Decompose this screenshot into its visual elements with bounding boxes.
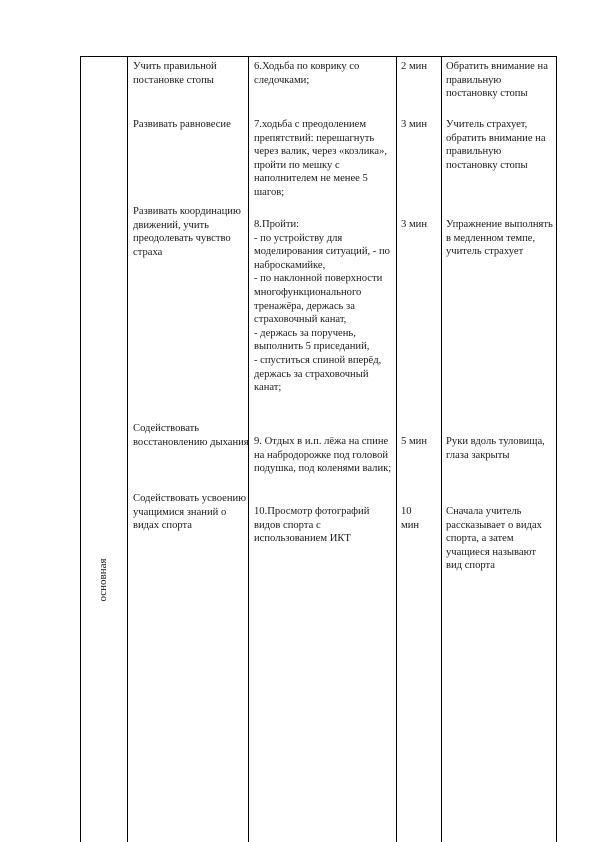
row-goal: Развивать координацию движений, учить преодолевать чувство страха (133, 206, 241, 258)
table-top-border (80, 56, 557, 57)
row-note: Обратить внимание на правильную постановку стопы (446, 61, 548, 100)
section-label-text: основная (97, 558, 109, 602)
row-exercise: 10.Просмотр фотографий видов спорта с использованием ИКТ (254, 506, 370, 545)
row-exercise: 7.ходьба с преодолением препятствий: перешагнуть через валик, через «козлика», пройти по мешку с наполнителем не менее 5 шагов; (254, 119, 388, 198)
row-goal: Содействовать усвоению учащимися знаний о видах спорта (133, 493, 247, 532)
row-goal: Развивать равновесие (133, 119, 231, 130)
row-exercise: 9. Отдых в и.п. лёжа на спине на набродорожке под головой подушка, под коленями валик; (254, 436, 392, 475)
row-time: 2 мин (401, 61, 427, 72)
row-goal: Учить правильной постановке стопы (133, 61, 217, 86)
row-note: Учитель страхует, обратить внимание на правильную постановку стопы (446, 119, 546, 171)
row-note: Упражнение выполнять в медленном темпе, учитель страхует (446, 219, 553, 258)
row-time: 3 мин (401, 119, 427, 130)
table-border-col1 (127, 56, 128, 842)
table-border-right (556, 56, 557, 842)
row-note: Руки вдоль туловища, глаза закрыты (446, 436, 545, 461)
row-goal: Содействовать восстановлению дыхания (133, 423, 249, 448)
row-time: 3 мин (401, 219, 427, 230)
table-border-col4 (441, 56, 442, 842)
row-exercise: 8.Пройти: - по устройству для моделирования ситуаций, - по наброскамийке, - по наклонной поверхности многофункционального тренажёра, держась за страховочный канат, - держась за поручень, выполнить 5 приседаний, - спуститься спиной вперёд, держась за страховочный канат; (254, 219, 390, 394)
table-border-left (80, 56, 81, 842)
row-note: Сначала учитель рассказывает о видах спорта, а затем учащиеся называют вид спорта (446, 506, 542, 572)
row-exercise: 6.Ходьба по коврику со следочками; (254, 61, 360, 86)
table-border-col3 (396, 56, 397, 842)
row-time: 5 мин (401, 436, 427, 447)
row-time: 10 мин (401, 506, 420, 531)
section-label (93, 540, 113, 620)
